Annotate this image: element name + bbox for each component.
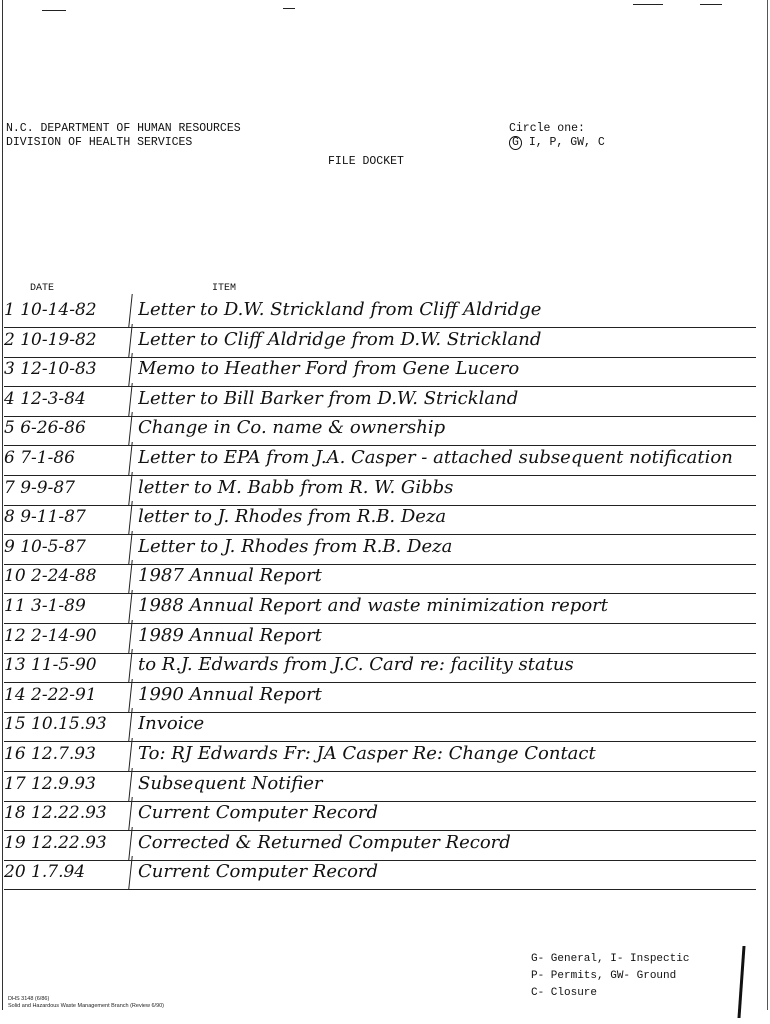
row-date: 17 12.9.93 <box>4 773 96 794</box>
circle-one-block <box>509 122 605 150</box>
table-row <box>4 328 756 358</box>
department-line: N.C. DEPARTMENT OF HUMAN RESOURCES <box>6 122 241 135</box>
column-divider <box>128 560 133 593</box>
table-row <box>4 535 756 565</box>
table-row <box>4 831 756 861</box>
row-date: 13 11-5-90 <box>4 655 97 676</box>
column-divider <box>128 383 133 416</box>
form-number: DHS 3148 (6/86) <box>8 996 50 1002</box>
row-item: Letter to Cliff Aldridge from D.W. Strickland <box>138 328 542 350</box>
row-item: To: RJ Edwards Fr: JA Casper Re: Change Contact <box>138 743 596 764</box>
row-item: Memo to Heather Ford from Gene Lucero <box>138 358 520 380</box>
right-border <box>767 0 768 1010</box>
row-date: 9 10-5-87 <box>4 536 86 557</box>
table-row <box>4 624 756 654</box>
row-date: 14 2-22-91 <box>4 684 97 705</box>
row-date: 18 12.22.93 <box>4 803 107 824</box>
row-item: Letter to Bill Barker from D.W. Strickland <box>138 387 519 409</box>
scan-mark <box>700 4 722 5</box>
column-divider <box>128 531 133 564</box>
column-divider <box>128 738 133 771</box>
row-item: Current Computer Record <box>138 802 379 824</box>
circle-one-label: Circle one: <box>509 122 585 135</box>
scan-mark <box>283 8 295 9</box>
row-item: Letter to D.W. Strickland from Cliff Aldridge <box>138 299 542 320</box>
row-item: Letter to EPA from J.A. Casper - attached subsequent notification <box>138 447 733 468</box>
row-item: 1990 Annual Report <box>138 683 322 705</box>
other-options: I, P, GW, C <box>528 136 605 149</box>
table-row <box>4 387 756 417</box>
column-divider <box>128 501 133 534</box>
column-divider <box>128 324 133 357</box>
table-row <box>4 476 756 506</box>
row-date: 11 3-1-89 <box>4 596 86 616</box>
column-divider <box>128 827 133 860</box>
department-heading <box>6 122 241 150</box>
form-footer <box>8 996 164 1010</box>
column-divider <box>128 442 133 475</box>
row-date: 12 2-14-90 <box>4 625 97 646</box>
row-item: 1987 Annual Report <box>138 565 322 587</box>
scan-mark <box>633 4 663 5</box>
column-divider <box>128 412 133 445</box>
division-line: DIVISION OF HEALTH SERVICES <box>6 136 193 149</box>
table-row <box>4 683 756 713</box>
table-row <box>4 564 756 594</box>
branch-name: Solid and Hazardous Waste Management Branch (Review 6/90) <box>8 1003 165 1009</box>
row-item: Letter to J. Rhodes from R.B. Deza <box>138 535 453 557</box>
column-divider <box>128 708 133 741</box>
row-item: letter to M. Babb from R. W. Gibbs <box>138 476 454 498</box>
row-item: 1988 Annual Report and waste minimization report <box>138 595 609 616</box>
row-date: 19 12.22.93 <box>4 832 107 853</box>
column-divider <box>128 620 133 653</box>
legend <box>531 951 689 1002</box>
item-column-header: ITEM <box>212 283 237 294</box>
row-date: 3 12-10-83 <box>4 359 97 380</box>
legend-line: C- Closure <box>531 987 598 999</box>
row-item: Current Computer Record <box>138 861 379 883</box>
table-row <box>4 860 756 890</box>
date-column-header: DATE <box>30 283 55 294</box>
row-item: Corrected & Returned Computer Record <box>138 831 511 853</box>
row-date: 1 10-14-82 <box>4 300 97 320</box>
row-item: to R.J. Edwards from J.C. Card re: facility status <box>138 654 574 676</box>
row-item: letter to J. Rhodes from R.B. Deza <box>138 506 447 528</box>
legend-line: P- Permits, GW- Ground <box>531 970 677 982</box>
table-row <box>4 653 756 683</box>
row-date: 20 1.7.94 <box>4 862 86 883</box>
column-divider <box>128 797 133 830</box>
table-row <box>4 416 756 446</box>
column-divider <box>128 590 133 623</box>
row-date: 7 9-9-87 <box>4 477 75 498</box>
row-date: 8 9-11-87 <box>4 507 86 528</box>
left-border <box>2 0 3 1010</box>
circle-one-options <box>509 136 605 150</box>
table-row <box>4 712 756 742</box>
row-date: 16 12.7.93 <box>4 744 96 764</box>
legend-line: G- General, I- Inspectic <box>531 953 690 965</box>
row-item: Subsequent Notifier <box>138 772 323 794</box>
row-item: Change in Co. name & ownership <box>138 417 446 439</box>
row-item: 1989 Annual Report <box>138 624 322 646</box>
column-divider <box>128 768 133 801</box>
table-row <box>4 357 756 387</box>
row-date: 15 10.15.93 <box>4 714 107 735</box>
table-row <box>4 446 756 476</box>
column-divider <box>128 649 133 682</box>
corner-mark <box>737 946 745 1018</box>
table-row <box>4 505 756 535</box>
column-divider <box>128 294 133 327</box>
row-date: 10 2-24-88 <box>4 566 97 587</box>
table-row <box>4 594 756 624</box>
table-row <box>4 742 756 772</box>
scan-mark <box>42 10 66 11</box>
row-date: 5 6-26-86 <box>4 418 86 439</box>
row-date: 2 10-19-82 <box>4 329 97 350</box>
column-divider <box>128 353 133 386</box>
row-date: 4 12-3-84 <box>4 388 86 409</box>
column-divider <box>128 856 133 889</box>
column-divider <box>128 472 133 505</box>
table-row <box>4 801 756 831</box>
table-row <box>4 298 756 328</box>
docket-title: FILE DOCKET <box>328 155 404 168</box>
table-row <box>4 772 756 802</box>
row-item: Invoice <box>138 713 205 735</box>
column-divider <box>128 679 133 712</box>
row-date: 6 7-1-86 <box>4 448 75 468</box>
circled-option: G <box>509 136 522 150</box>
